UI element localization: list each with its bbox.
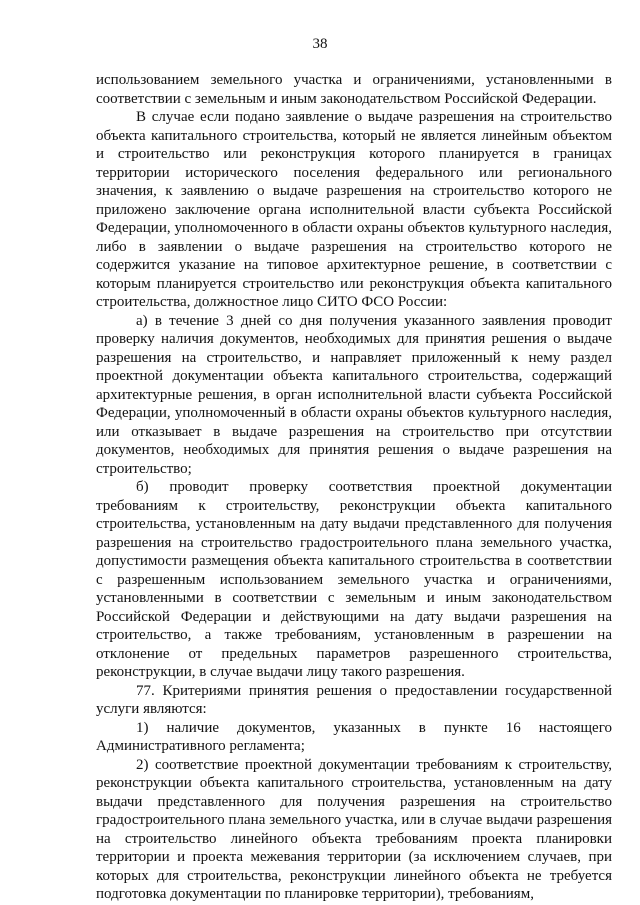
paragraph-item-b: б) проводит проверку соответствия проектной документации требованиям к строительству, реконструкции объекта капитального строительства, установленным на дату выдачи представленного для получения разрешения на строительство градостроительного плана земельного участка, допустимости размещения объекта капитального строительства в соответствии с разрешенным использованием земельного участка и ограничениями, установленными в соответствии с земельным и иным законодательством Российской Федерации и действующими на дату выдачи разрешения на строительство, а также требованиям, установленным в разрешении на отклонение от предельных параметров разрешенного строительства, реконструкции, в случае выдачи лицу такого разрешения. bbox=[96, 479, 612, 680]
paragraph-item-a: а) в течение 3 дней со дня получения указанного заявления проводит проверку наличия документов, необходимых для принятия решения о выдаче разрешения на строительство, и направляет приложенный к нему раздел проектной документации объекта капитального строительства, содержащий архитектурные решения, в орган исполнительной власти субъекта Российской Федерации, уполномоченный в области охраны объектов культурного наследия, или отказывает в выдаче разрешения на строительство при отсутствии документов, необходимых для принятия решения о выдаче разрешения на строительство; bbox=[96, 312, 612, 477]
paragraph-continuation: использованием земельного участка и ограничениями, установленными в соответствии с земельным и иным законодательством Российской Федерации. bbox=[96, 72, 612, 107]
paragraph-criterion-2: 2) соответствие проектной документации требованиям к строительству, реконструкции объекта капитального строительства, установленным на дату выдачи представленного для получения разрешения на строительство градостроительного плана земельного участка, или в случае выдачи разрешения на строительство линейного объекта требованиям проекта планировки территории и проекта межевания территории (за исключением случаев, при которых для строительства, реконструкции линейного объекта не требуется подготовка документации по планировке территории), требованиям, bbox=[96, 756, 612, 902]
paragraph-application-case: В случае если подано заявление о выдаче разрешения на строительство объекта капитального строительства, который не является линейным объектом и строительство или реконструкция которого планируется в границах территории исторического поселения федерального или регионального значения, к заявлению о выдаче разрешения на строительство которого не приложено заключение органа исполнительной власти субъекта Российской Федерации, уполномоченного в области охраны объектов культурного наследия, либо в заявлении о выдаче разрешения на строительство которого не содержится указание на типовое архитектурное решение, в соответствии с которым планируется строительство или реконструкция объекта капитального строительства, должностное лицо СИТО ФСО России: bbox=[96, 109, 612, 310]
paragraph-77-criteria: 77. Критериями принятия решения о предоставлении государственной услуги являются: bbox=[96, 682, 612, 717]
page-number: 38 bbox=[312, 36, 328, 52]
paragraph-criterion-1: 1) наличие документов, указанных в пункте 16 настоящего Административного регламента; bbox=[96, 719, 612, 754]
body-text bbox=[96, 71, 612, 904]
